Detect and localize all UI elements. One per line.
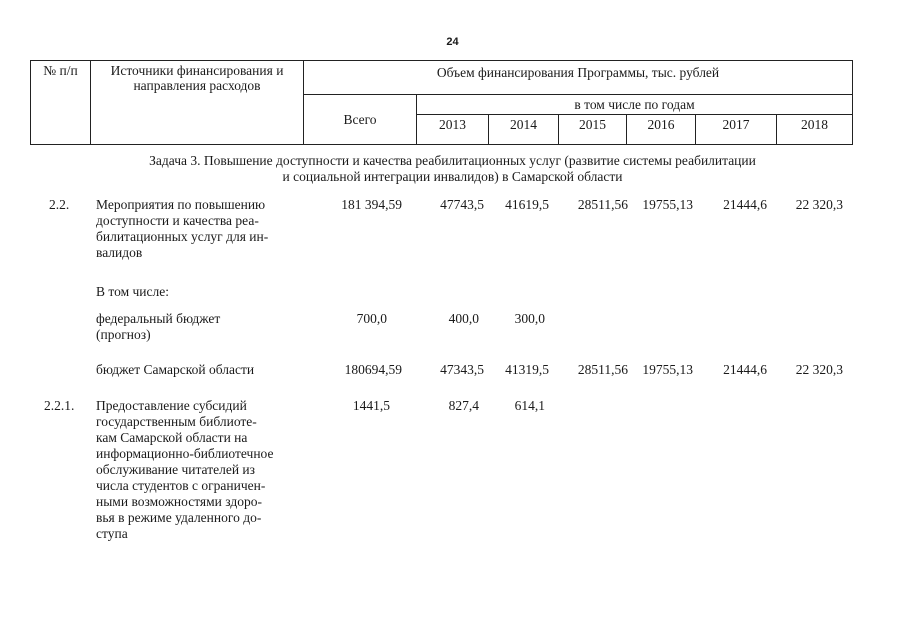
row-value-2014: 41319,5 — [505, 362, 549, 377]
row-description — [96, 362, 254, 378]
row-description-line: ступа — [96, 526, 128, 541]
row-description-line: информационно-библиотечное — [96, 446, 274, 461]
row-value-2015: 28511,56 — [577, 197, 628, 212]
row-value-2017: 21444,6 — [723, 197, 767, 212]
row-value-2016: 19755,13 — [642, 362, 693, 377]
row-description-line: билитационных услуг для ин- — [96, 229, 269, 244]
row-description-line: Мероприятия по повышению — [96, 197, 266, 212]
row-description — [96, 398, 303, 542]
task-heading — [0, 153, 905, 185]
row-description-line: числа студентов с ограничен- — [96, 478, 266, 493]
row-value-2013: 47343,5 — [440, 362, 484, 377]
row-description-line: бюджет Самарской области — [96, 362, 255, 377]
header-year: 2017 — [696, 115, 777, 145]
row-number: 2.2. — [49, 197, 70, 212]
header-year: 2016 — [627, 115, 696, 145]
row-value-2014: 300,0 — [514, 311, 545, 326]
header-total: Всего — [304, 95, 417, 145]
header-year: 2014 — [489, 115, 559, 145]
row-total: 180694,59 — [344, 362, 402, 377]
row-value-2015: 28511,56 — [577, 362, 628, 377]
row-description-line: кам Самарской области на — [96, 430, 248, 445]
task-line: Задача 3. Повышение доступности и качества реабилитационных услуг (развитие системы реабилитации — [149, 153, 756, 168]
header-number: № п/п — [31, 61, 91, 145]
row-description-line: валидов — [96, 245, 143, 260]
row-description-line: ными возможностями здоро- — [96, 494, 262, 509]
row-description-line: Предоставление субсидий — [96, 398, 247, 413]
page-number: 24 — [446, 36, 459, 48]
row-value-2018: 22 320,3 — [795, 362, 843, 377]
header-volume: Объем финансирования Программы, тыс. рублей — [304, 61, 853, 95]
header-year: 2013 — [417, 115, 489, 145]
row-description-line: доступности и качества реа- — [96, 213, 259, 228]
row-total: 700,0 — [356, 311, 387, 326]
row-value-2013: 47743,5 — [440, 197, 484, 212]
header-source: Источники финансирования и направления расходов — [91, 61, 304, 145]
row-value-2013: 400,0 — [448, 311, 479, 326]
row-total: 181 394,59 — [341, 197, 402, 212]
row-number: 2.2.1. — [44, 398, 75, 413]
row-description-line: вья в режиме удаленного до- — [96, 510, 262, 525]
row-description-line: обслуживание читателей из — [96, 462, 255, 477]
row-description-line: (прогноз) — [96, 327, 151, 342]
row-value-2014: 614,1 — [514, 398, 545, 413]
row-value-2013: 827,4 — [448, 398, 479, 413]
row-description-line: федеральный бюджет — [96, 311, 221, 326]
row-value-2014: 41619,5 — [505, 197, 549, 212]
task-line: и социальной интеграции инвалидов) в Самарской области — [282, 169, 623, 184]
header-year: 2018 — [777, 115, 853, 145]
header-table — [30, 60, 853, 145]
row-value-2016: 19755,13 — [642, 197, 693, 212]
subheading-including: В том числе: — [96, 284, 169, 299]
row-value-2017: 21444,6 — [723, 362, 767, 377]
row-description-line: государственным библиоте- — [96, 414, 257, 429]
row-description — [96, 311, 220, 343]
row-total: 1441,5 — [352, 398, 390, 413]
row-description — [96, 197, 303, 261]
header-by-years: в том числе по годам — [417, 95, 853, 115]
header-year: 2015 — [559, 115, 627, 145]
row-value-2018: 22 320,3 — [795, 197, 843, 212]
